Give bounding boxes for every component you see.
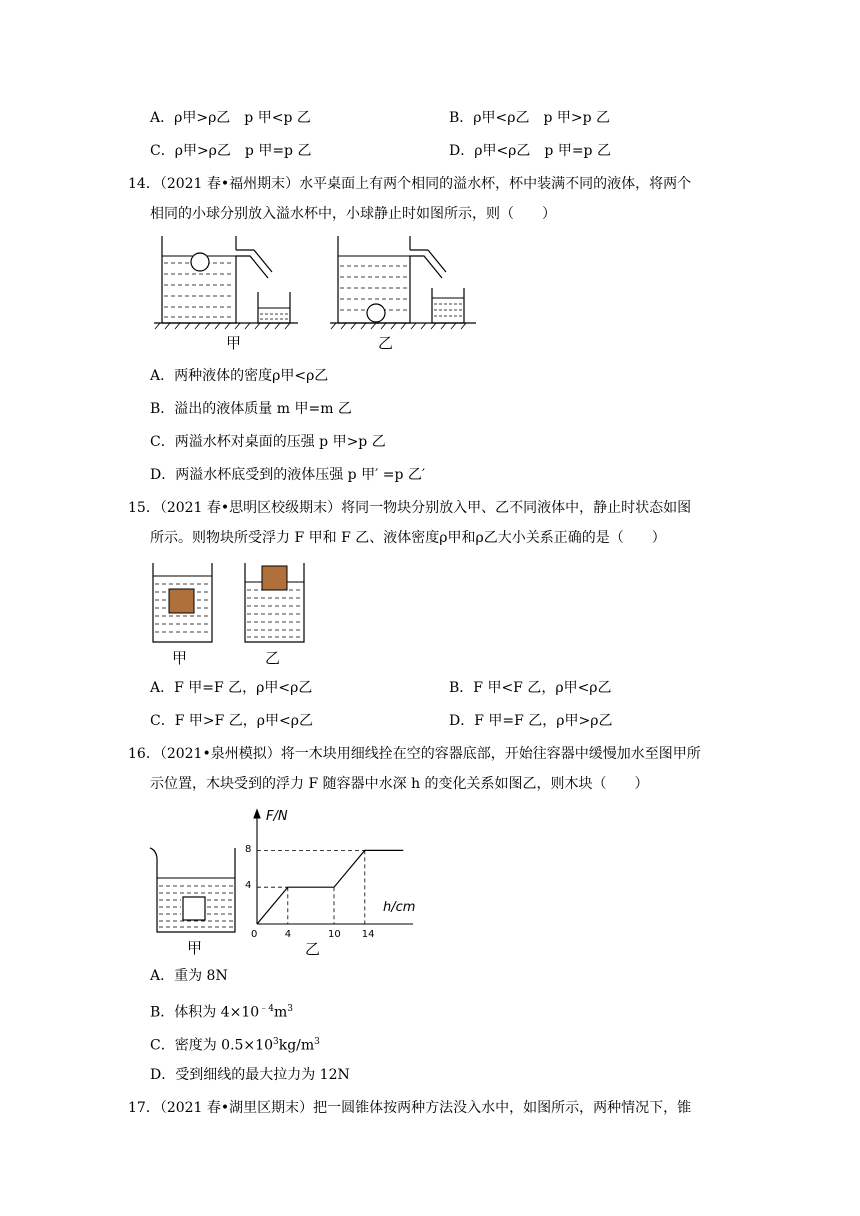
- q13-option-b: B．ρ甲<ρ乙 p 甲>p 乙: [449, 110, 611, 126]
- q16-x-tick-4: 4: [284, 929, 292, 940]
- q16-option-c-text: C．密度为 0.5×10: [150, 1037, 273, 1054]
- q15-figure: [150, 560, 310, 670]
- q14-option-c: C．两溢水杯对桌面的压强 p 甲>p 乙: [150, 434, 386, 450]
- q17-stem-line1: 17．（2021 春•湖里区期末）把一圆锥体按两种方法没入水中，如图所示，两种情况下，锥: [128, 1100, 692, 1116]
- q16-y-tick-8: 8: [245, 844, 252, 855]
- q15-option-a: A．F 甲=F 乙，ρ甲<ρ乙: [150, 680, 313, 696]
- q16-option-b-text: B．体积为 4×10: [150, 1004, 260, 1021]
- q16-stem-line2: 示位置，木块受到的浮力 F 随容器中水深 h 的变化关系如图乙，则木块（ ）: [150, 776, 649, 792]
- q13-option-d: D．ρ甲<ρ乙 p 甲=p 乙: [449, 143, 611, 159]
- q16-label-jia: 甲: [187, 939, 203, 957]
- q16-stem-line1: 16．（2021•泉州模拟）将一木块用细线拴在空的容器底部，开始往容器中缓慢加水至图甲所: [128, 746, 701, 762]
- q16-label-yi: 乙: [305, 940, 321, 958]
- q15-option-c: C．F 甲>F 乙，ρ甲<ρ乙: [150, 713, 313, 729]
- q15-label-jia: 甲: [172, 649, 188, 667]
- q13-option-a: A．ρ甲>ρ乙 p 甲<p 乙: [150, 110, 311, 126]
- q14-stem-line1: 14．（2021 春•福州期末）水平桌面上有两个相同的溢水杯，杯中装满不同的液体，将两个: [128, 176, 692, 192]
- q16-y-axis-label: F/N: [266, 809, 288, 824]
- q16-origin-label: 0: [251, 929, 258, 940]
- q16-option-a: A．重为 8N: [150, 968, 228, 984]
- q16-option-b-unit: m: [273, 1004, 288, 1021]
- q16-x-axis-label: h/cm: [383, 900, 416, 915]
- q14-label-yi: 乙: [378, 334, 394, 352]
- q14-figure: [150, 228, 490, 356]
- q16-y-tick-4: 4: [245, 880, 252, 891]
- q14-stem-line2: 相同的小球分别放入溢水杯中，小球静止时如图所示，则（ ）: [150, 206, 556, 222]
- q16-figure: [145, 800, 425, 960]
- q16-option-b-unit-exp: 3: [287, 1004, 293, 1014]
- q16-option-b-exp: ﹣4: [259, 1004, 274, 1014]
- q16-option-d: D．受到细线的最大拉力为 12N: [150, 1067, 350, 1083]
- q16-option-c-exp: 3: [272, 1037, 279, 1047]
- q16-option-b: [150, 999, 293, 1023]
- q14-option-b: B．溢出的液体质量 m 甲=m 乙: [150, 401, 352, 417]
- q13-option-c: C．ρ甲>ρ乙 p 甲=p 乙: [150, 143, 312, 159]
- q14-option-d: D．两溢水杯底受到的液体压强 p 甲′ =p 乙′: [150, 467, 426, 483]
- q16-option-c-unit: kg/m: [278, 1037, 315, 1054]
- q15-option-d: D．F 甲=F 乙，ρ甲>ρ乙: [449, 713, 613, 729]
- q15-label-yi: 乙: [265, 649, 281, 667]
- q16-x-tick-10: 10: [328, 929, 341, 940]
- q15-stem-line1: 15．（2021 春•思明区校级期末）将同一物块分别放入甲、乙不同液体中，静止时状态如图: [128, 500, 692, 516]
- q16-option-c-unit-exp: 3: [314, 1037, 320, 1047]
- q15-stem-line2: 所示。则物块所受浮力 F 甲和 F 乙、液体密度ρ甲和ρ乙大小关系正确的是（ ）: [150, 530, 666, 546]
- q16-x-tick-14: 14: [361, 929, 375, 940]
- q15-option-b: B．F 甲<F 乙，ρ甲<ρ乙: [449, 680, 612, 696]
- q14-option-a: A．两种液体的密度ρ甲<ρ乙: [150, 368, 329, 384]
- q16-option-c: [150, 1032, 320, 1056]
- q14-label-jia: 甲: [226, 334, 242, 352]
